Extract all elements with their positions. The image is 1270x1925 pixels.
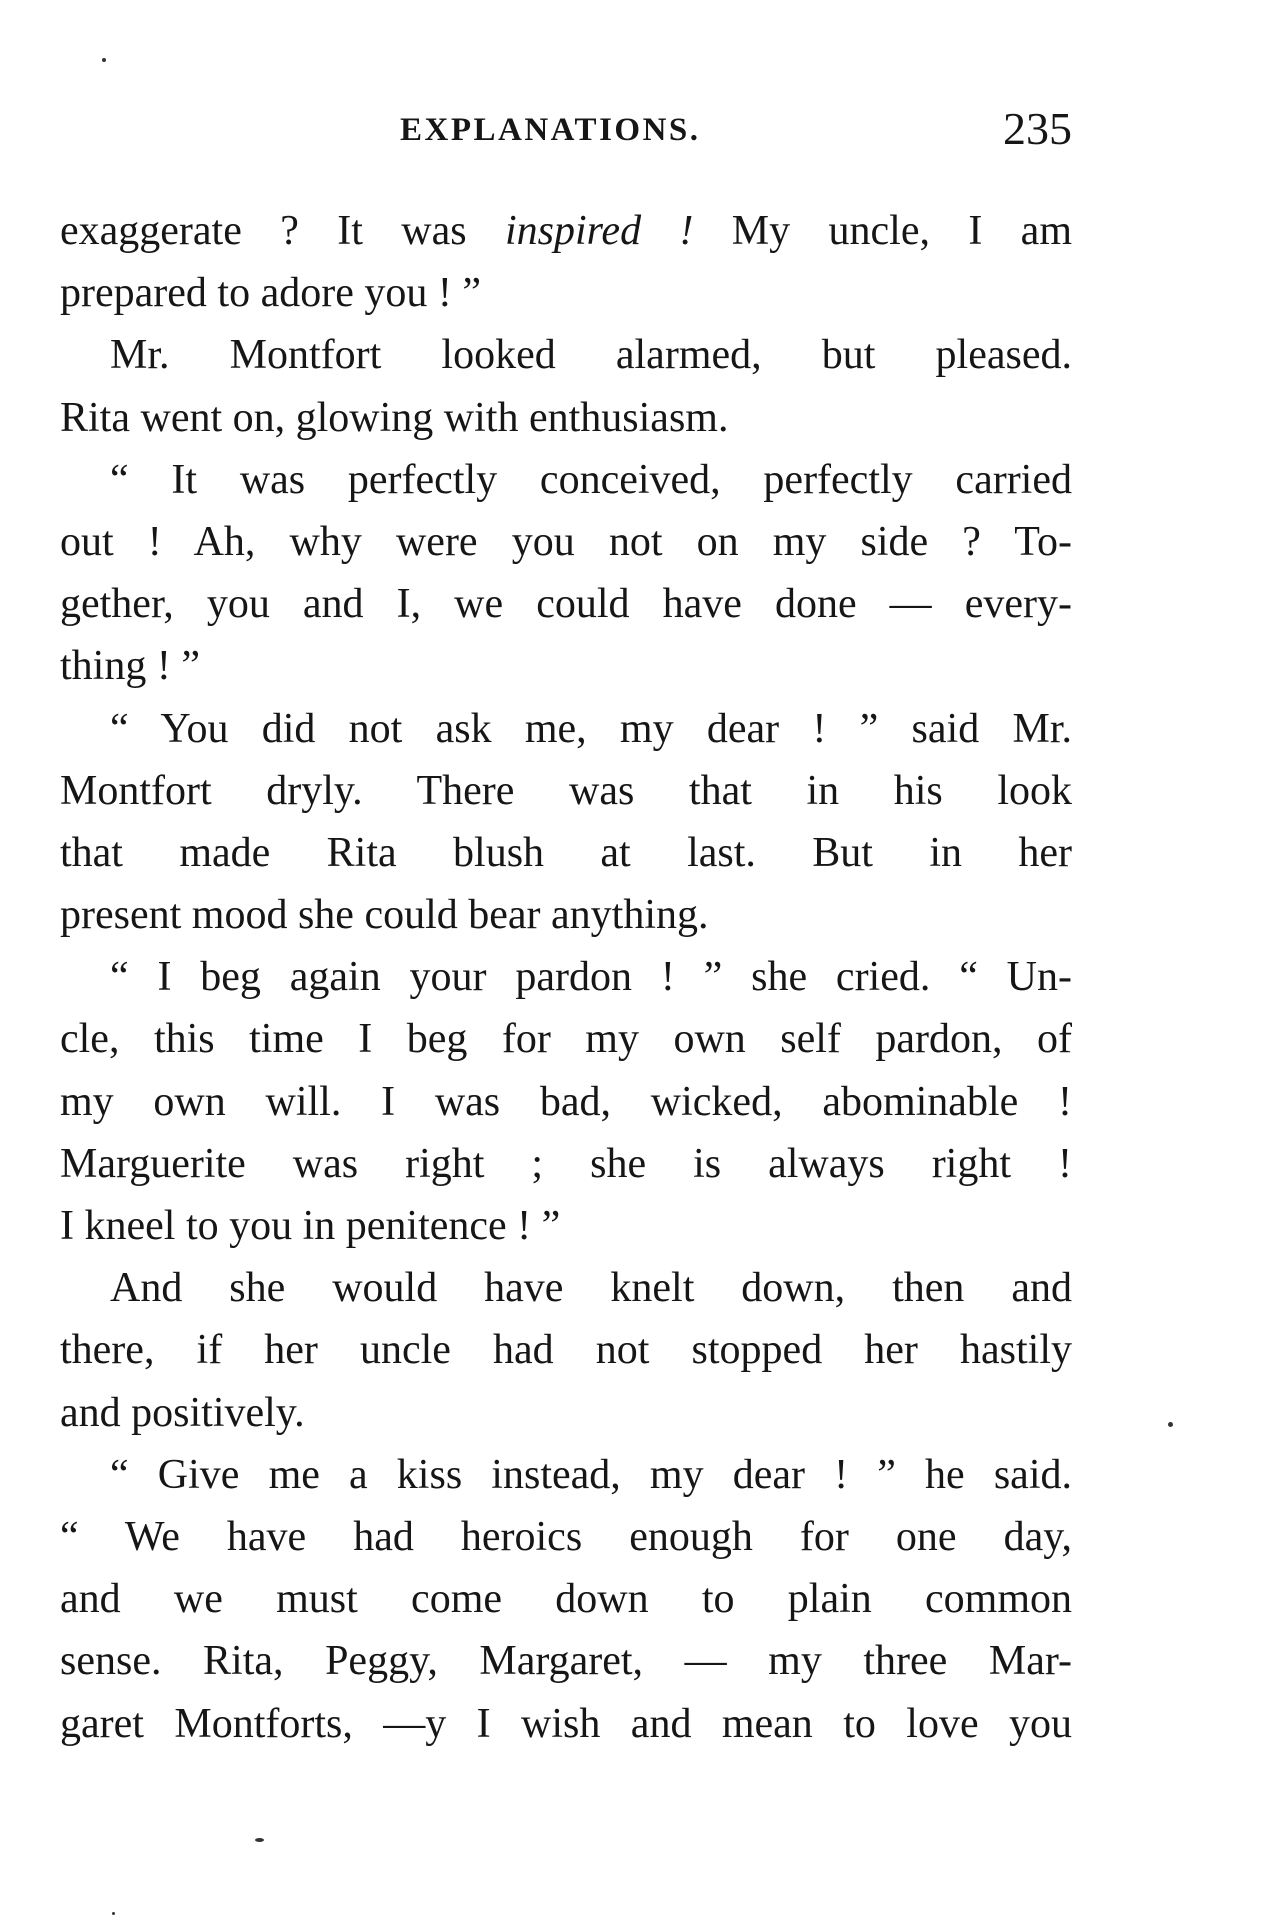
running-title: EXPLANATIONS. bbox=[400, 112, 701, 148]
scan-speck bbox=[102, 58, 106, 62]
text-line-1-part-c: My uncle, I am bbox=[693, 208, 1072, 254]
text-line-16: Marguerite was right ; she is always right ! bbox=[60, 1140, 1072, 1187]
text-line-3: Mr. Montfort looked alarmed, but pleased. bbox=[110, 332, 1072, 379]
text-line-14: cle, this time I beg for my own self pardon, of bbox=[60, 1016, 1072, 1063]
text-line-22: “ We have had heroics enough for one day, bbox=[60, 1513, 1072, 1560]
text-line-12: present mood she could bear anything. bbox=[60, 892, 709, 939]
text-line-4: Rita went on, glowing with enthusiasm. bbox=[60, 394, 729, 441]
text-line-1-part-a: exaggerate ? It was bbox=[60, 208, 505, 254]
text-line-24: sense. Rita, Peggy, Margaret, — my three Mar- bbox=[60, 1638, 1072, 1685]
text-line-25: garet Montforts, —y I wish and mean to love you bbox=[60, 1700, 1072, 1747]
text-line-1 bbox=[60, 200, 1072, 262]
text-line-13: “ I beg again your pardon ! ” she cried. “ Un- bbox=[110, 954, 1072, 1001]
text-line-8: thing ! ” bbox=[60, 643, 200, 690]
scan-speck bbox=[112, 1912, 115, 1915]
text-line-10: Montfort dryly. There was that in his look bbox=[60, 767, 1072, 814]
text-line-1-emphasis: inspired ! bbox=[504, 208, 694, 254]
text-line-17: I kneel to you in penitence ! ” bbox=[60, 1203, 561, 1249]
text-line-15: my own will. I was bad, wicked, abominable ! bbox=[60, 1078, 1072, 1125]
text-line-23: and we must come down to plain common bbox=[60, 1576, 1072, 1623]
page-number: 235 bbox=[1003, 103, 1072, 154]
text-line-20: and positively. bbox=[60, 1389, 305, 1436]
text-line-7: gether, you and I, we could have done — every- bbox=[60, 581, 1072, 628]
text-line-2: prepared to adore you ! ” bbox=[60, 270, 481, 317]
scan-speck bbox=[255, 1838, 264, 1842]
scan-speck bbox=[1168, 1422, 1173, 1427]
text-line-21: “ Give me a kiss instead, my dear ! ” he said. bbox=[110, 1451, 1072, 1498]
body-text bbox=[60, 200, 1072, 1755]
text-line-11: that made Rita blush at last. But in her bbox=[60, 829, 1072, 876]
text-line-18: And she would have knelt down, then and bbox=[110, 1265, 1072, 1312]
text-line-9: “ You did not ask me, my dear ! ” said Mr. bbox=[110, 705, 1072, 752]
text-line-5: “ It was perfectly conceived, perfectly carried bbox=[110, 456, 1072, 503]
running-head bbox=[60, 102, 1072, 162]
text-line-6: out ! Ah, why were you not on my side ? To- bbox=[60, 518, 1072, 565]
text-line-19: there, if her uncle had not stopped her hastily bbox=[60, 1327, 1072, 1374]
